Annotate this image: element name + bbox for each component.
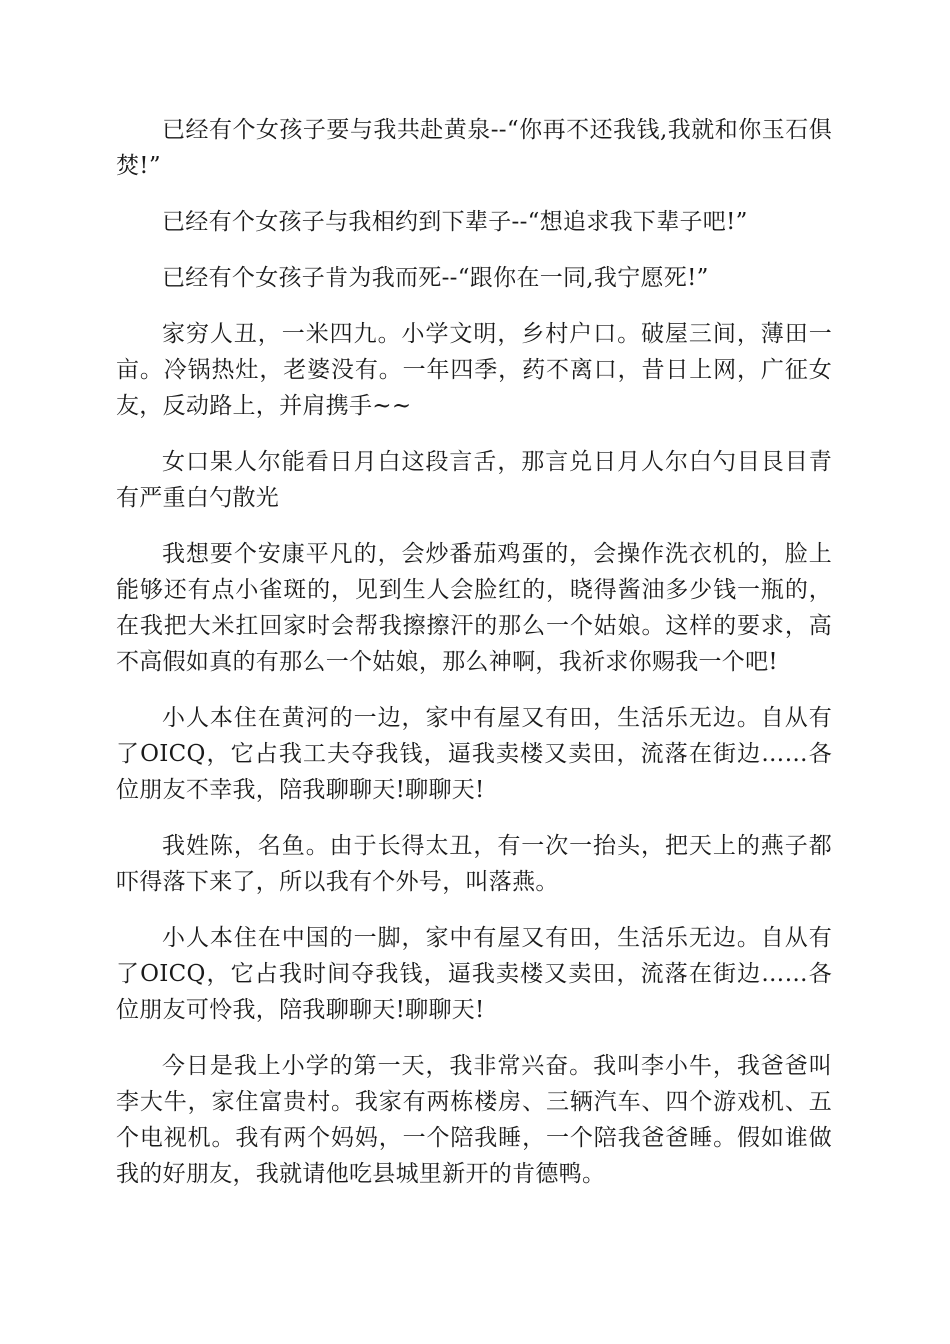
paragraph-1: 已经有个女孩子要与我共赴黄泉--“你再不还我钱,我就和你玉石俱焚!”: [116, 117, 832, 179]
paragraph-3: 已经有个女孩子肯为我而死--“跟你在一同,我宁愿死!”: [162, 265, 709, 291]
paragraph-10: 今日是我上小学的第一天，我非常兴奋。我叫李小牛，我爸爸叫李大牛，家住富贵村。我家有两栋楼房、三辆汽车、四个游戏机、五个电视机。我有两个妈妈，一个陪我睡，一个陪我爸爸睡。假如谁做我的好朋友，我就请他吃县城里新开的肯德鸭。: [116, 1053, 832, 1187]
paragraph-9: 小人本住在中国的一脚，家中有屋又有田，生活乐无边。自从有了OICQ，它占我时间夺我钱，逼我卖楼又卖田，流落在街边……各位朋友可怜我，陪我聊聊天!聊聊天!: [116, 925, 832, 1023]
paragraph-4: 家穷人丑，一米四九。小学文明，乡村户口。破屋三间，薄田一亩。冷锅热灶，老婆没有。一年四季，药不离口，昔日上网，广征女友，反动路上，并肩携手~~: [116, 321, 832, 419]
paragraph-7: 小人本住在黄河的一边，家中有屋又有田，生活乐无边。自从有了OICQ，它占我工夫夺我钱，逼我卖楼又卖田，流落在街边……各位朋友不幸我，陪我聊聊天!聊聊天!: [116, 705, 832, 803]
paragraph-5: 女口果人尔能看日月白这段言舌，那言兑日月人尔白勺目艮目青有严重白勺散光: [116, 449, 832, 511]
paragraph-6: 我想要个安康平凡的，会炒番茄鸡蛋的，会操作洗衣机的，脸上能够还有点小雀斑的，见到生人会脸红的，晓得酱油多少钱一瓶的，在我把大米扛回家时会帮我擦擦汗的那么一个姑娘。这样的要求，高不高假如真的有那么一个姑娘，那么神啊，我祈求你赐我一个吧!: [116, 541, 832, 675]
document-body: [116, 112, 832, 1212]
paragraph-8: 我姓陈，名鱼。由于长得太丑，有一次一抬头，把天上的燕子都吓得落下来了，所以我有个外号，叫落燕。: [116, 833, 832, 895]
paragraph-2: 已经有个女孩子与我相约到下辈子--“想追求我下辈子吧!”: [162, 209, 748, 235]
